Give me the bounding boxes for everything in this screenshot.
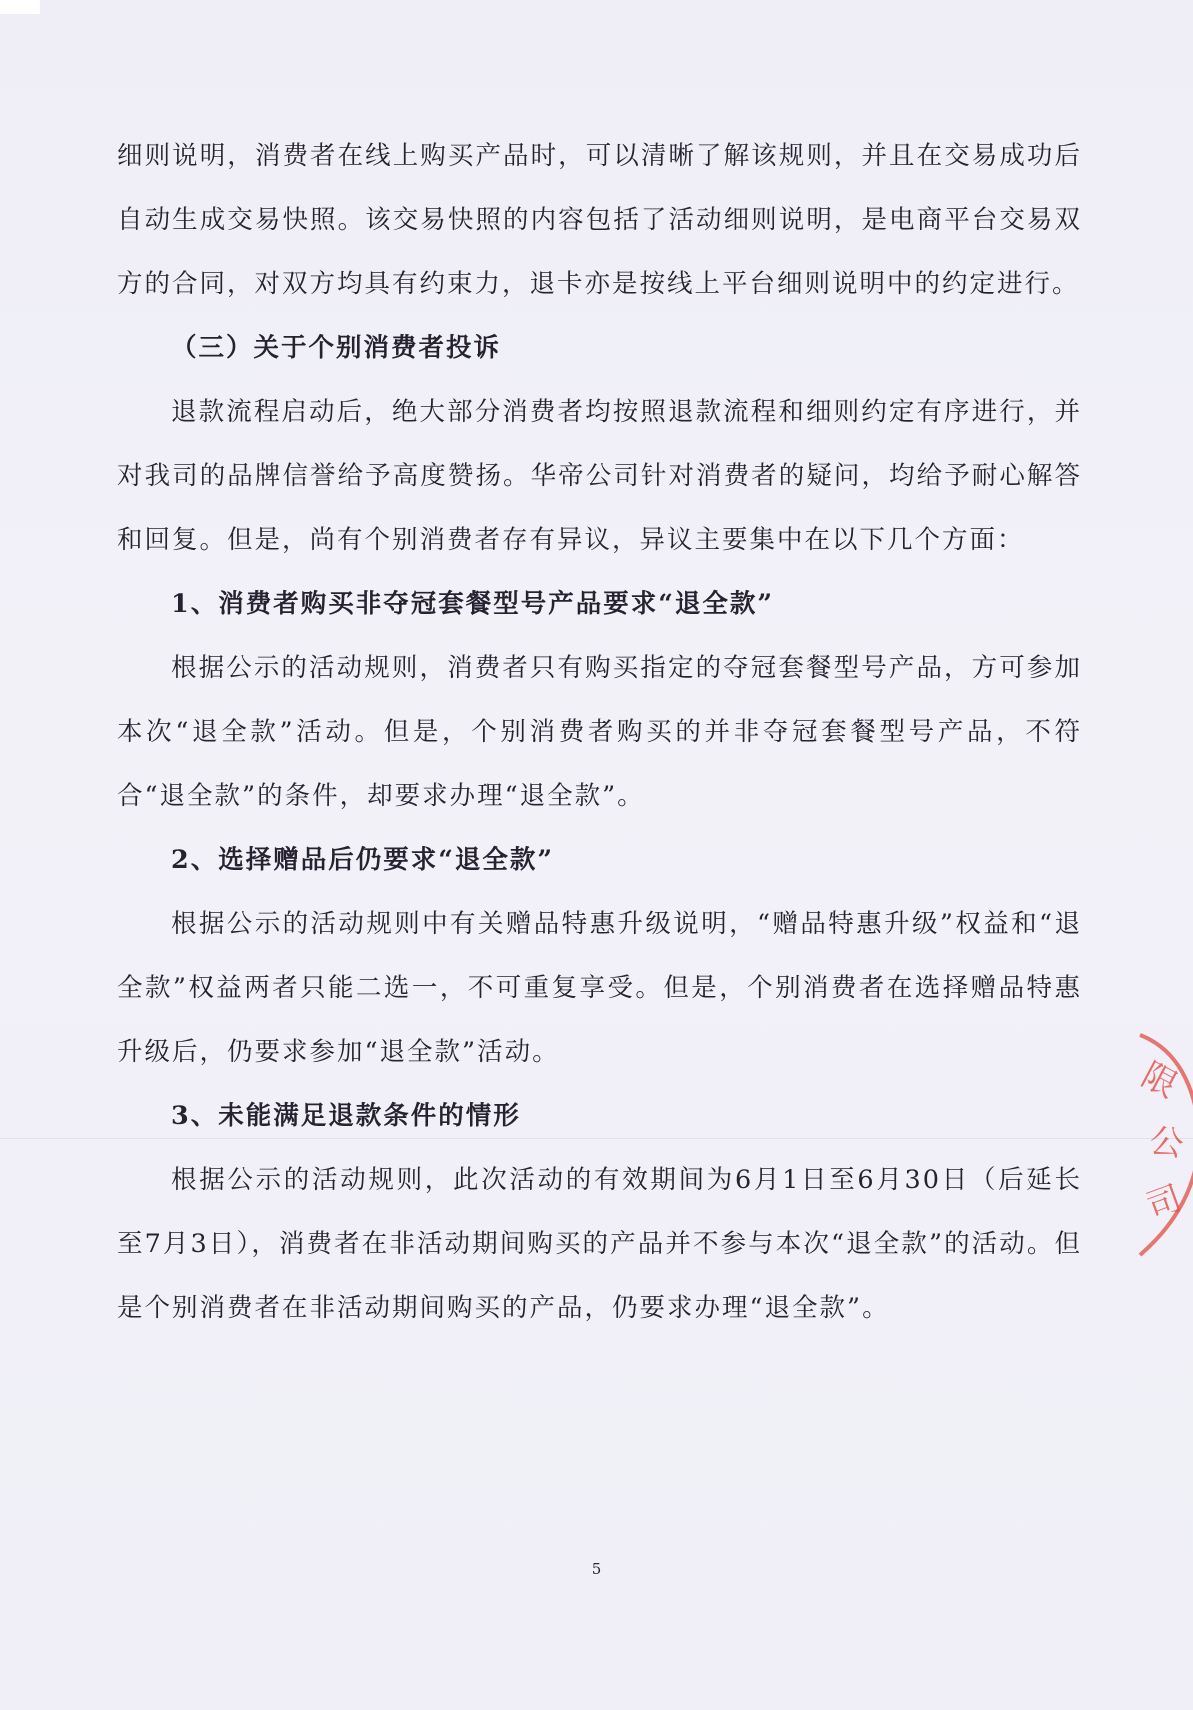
- paragraph-continuation: 细则说明，消费者在线上购买产品时，可以清晰了解该规则，并且在交易成功后自动生成交易快照。该交易快照的内容包括了活动细则说明，是电商平台交易双方的合同，对双方均具有约束力，退卡亦是按线上平台细则说明中的约定进行。: [117, 141, 1082, 299]
- seal-ring-icon: [1132, 1015, 1193, 1265]
- paragraph-refund-process: 退款流程启动后，绝大部分消费者均按照退款流程和细则约定有序进行，并对我司的品牌信誉给予高度赞扬。华帝公司针对消费者的疑问，均给予耐心解答和回复。但是，尚有个别消费者存有异议，异议主要集中在以下几个方面：: [117, 397, 1082, 555]
- section-heading-complaints: （三）关于个别消费者投诉: [171, 333, 502, 363]
- paragraph-non-package-products: 根据公示的活动规则，消费者只有购买指定的夺冠套餐型号产品，方可参加本次“退全款”活动。但是，个别消费者购买的并非夺冠套餐型号产品，不符合“退全款”的条件，却要求办理“退全款”。: [117, 653, 1082, 811]
- subheading-conditions-not-met: 3、未能满足退款条件的情形: [171, 1101, 521, 1131]
- paragraph-gift-selected: 根据公示的活动规则中有关赠品特惠升级说明，“赠品特惠升级”权益和“退全款”权益两者只能二选一，不可重复享受。但是，个别消费者在选择赠品特惠升级后，仍要求参加“退全款”活动。: [117, 909, 1082, 1067]
- subheading-gift-selected: 2、选择赠品后仍要求“退全款”: [171, 845, 555, 875]
- company-seal-stamp: [1132, 1015, 1193, 1265]
- seal-char-1: 限: [1134, 1054, 1184, 1107]
- seal-char-3: 司: [1141, 1178, 1188, 1228]
- subheading-non-package-products: 1、消费者购买非夺冠套餐型号产品要求“退全款”: [171, 589, 775, 619]
- seal-char-2: 公: [1146, 1120, 1187, 1166]
- page-number: 5: [591, 1560, 602, 1578]
- scan-artifact: [0, 0, 40, 14]
- paragraph-conditions-not-met: 根据公示的活动规则，此次活动的有效期间为6月1日至6月30日（后延长至7月3日），消费者在非活动期间购买的产品并不参与本次“退全款”的活动。但是个别消费者在非活动期间购买的产品，仍要求办理“退全款”。: [117, 1165, 1082, 1323]
- document-body: [117, 124, 1082, 1340]
